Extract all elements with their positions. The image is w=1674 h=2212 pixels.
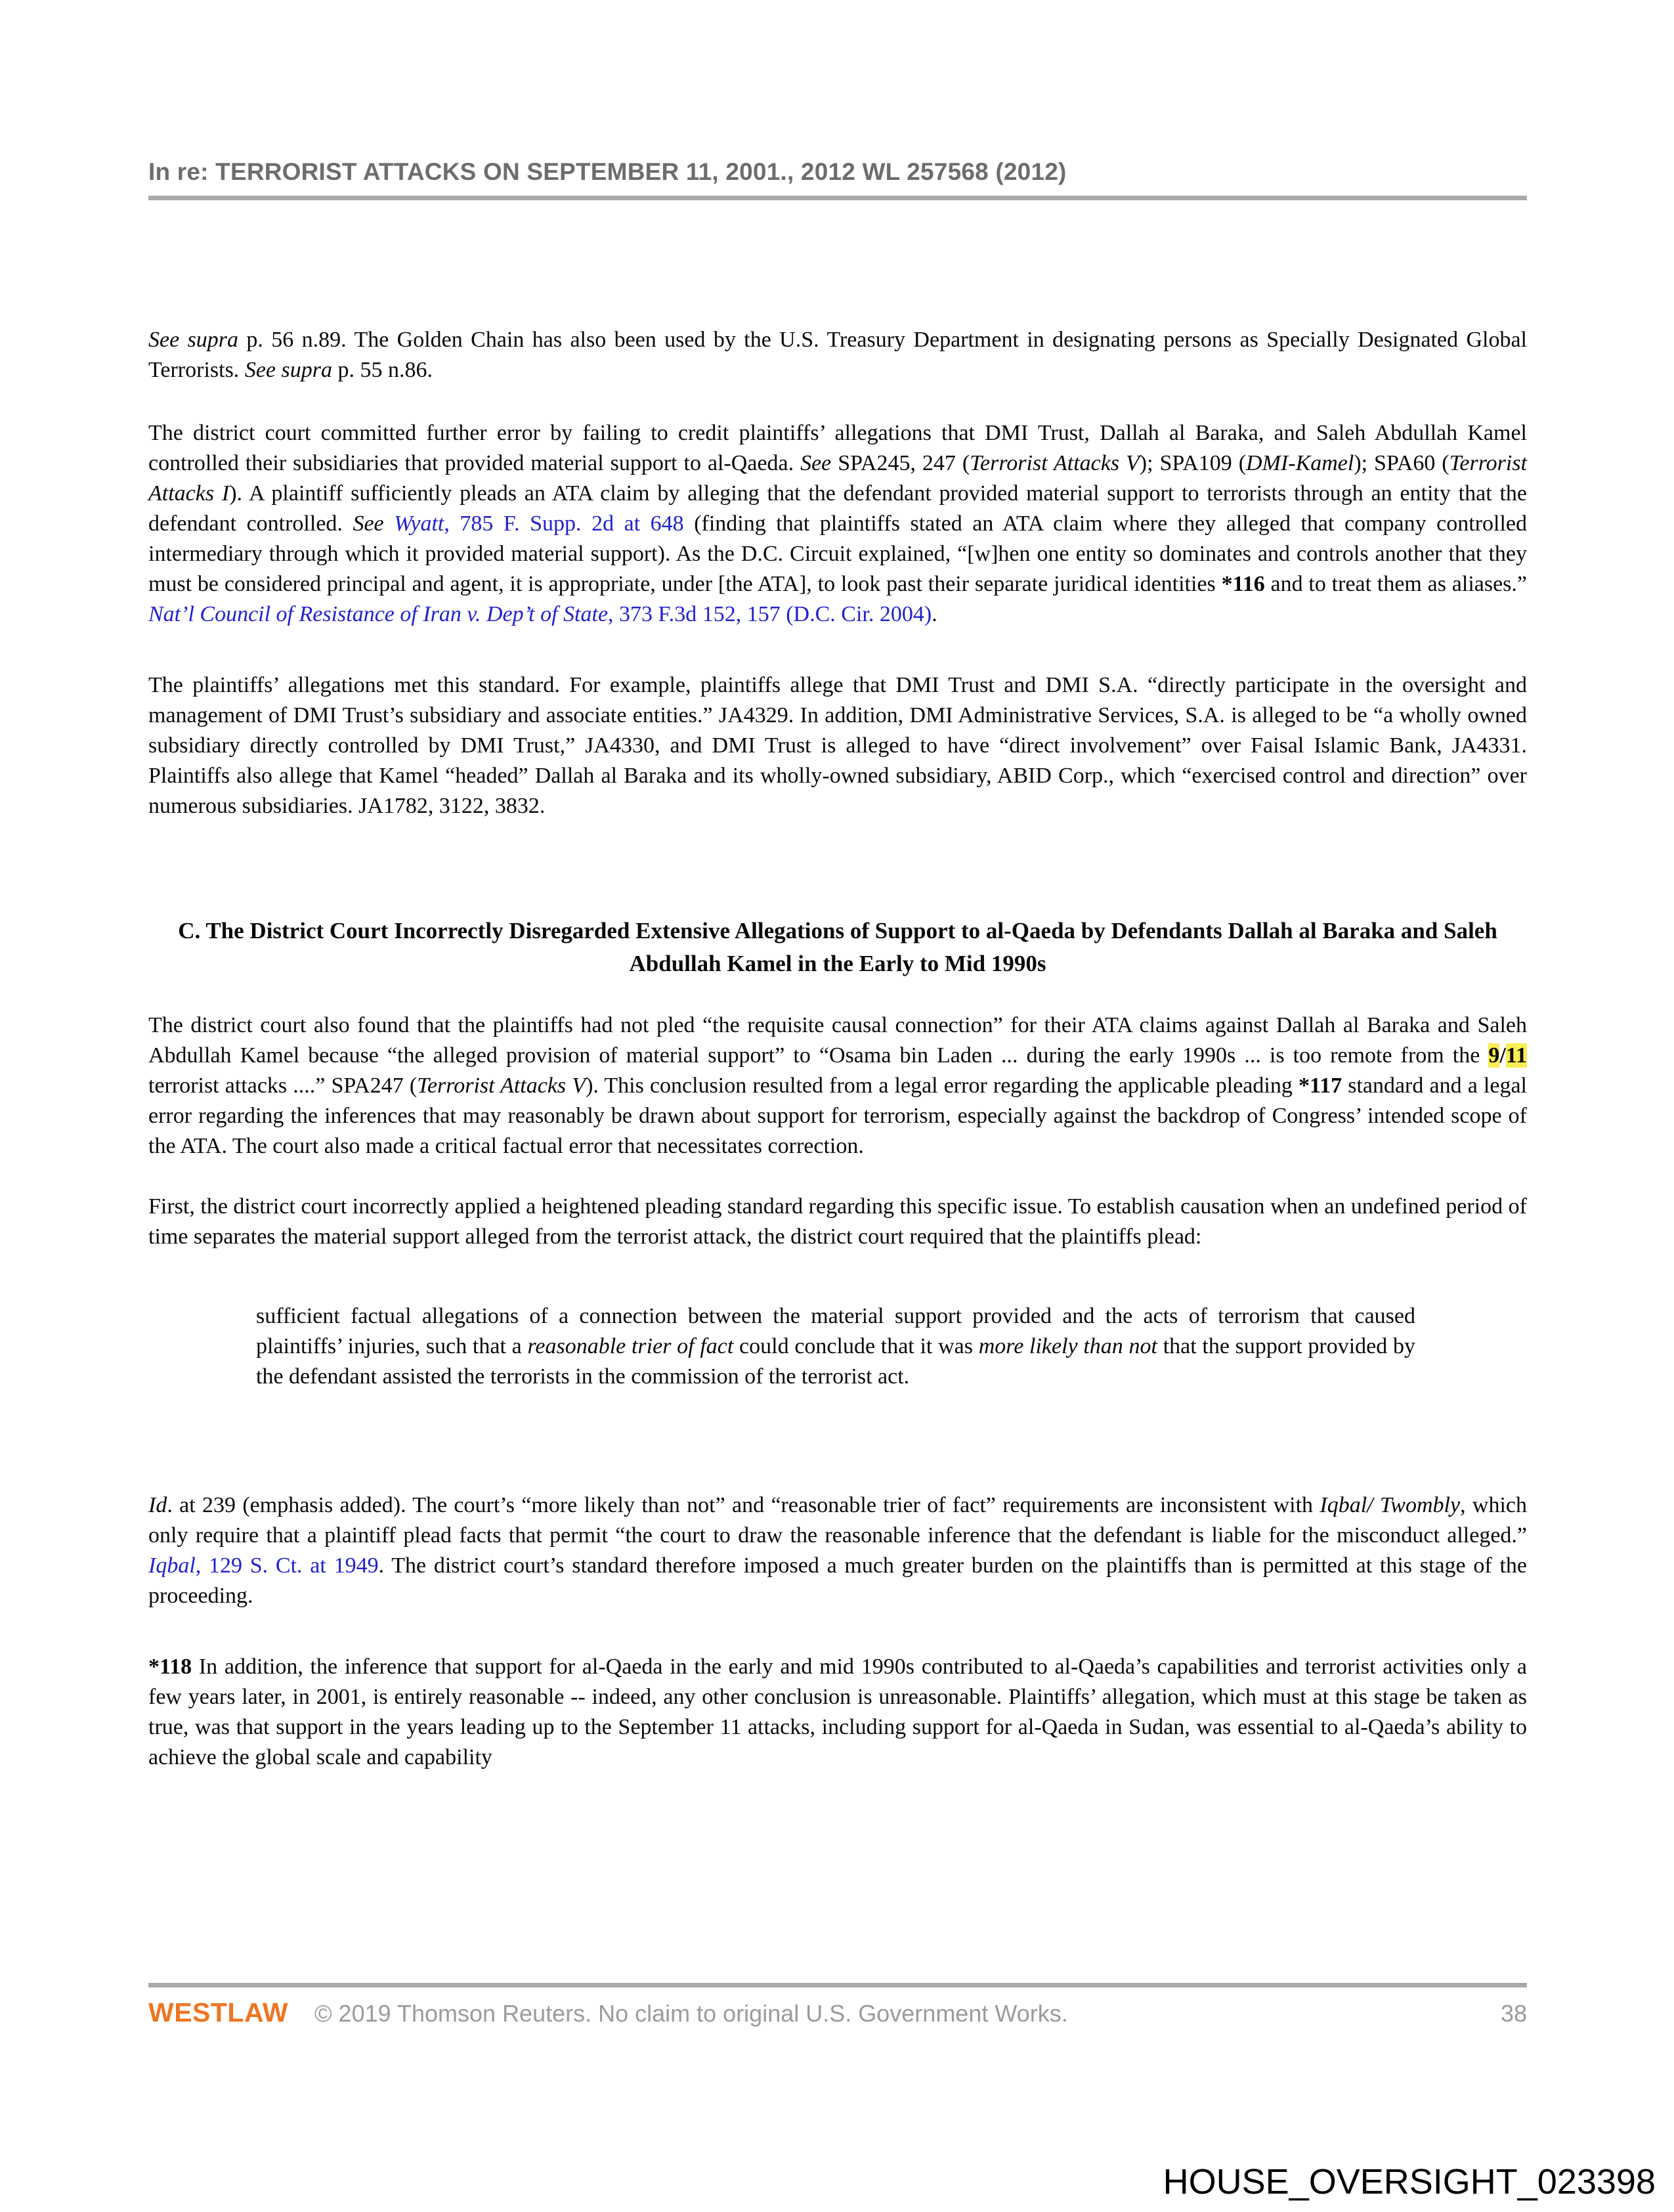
- paragraph: [148, 1192, 1527, 1252]
- text-run: , which only require that a plaintiff plead facts that permit “the court to draw the reasonable inference that the defendant is liable for the misconduct alleged.”: [148, 1493, 1527, 1548]
- case-citation: In re: TERRORIST ATTACKS ON SEPTEMBER 11, 2001., 2012 WL 257568 (2012): [148, 158, 1067, 185]
- page-footer: [148, 1997, 1527, 2028]
- text-run: DMI-Kamel: [1246, 451, 1354, 475]
- text-run: ). This conclusion resulted from a legal error regarding the applicable pleading: [586, 1073, 1298, 1098]
- text-run: p. 55 n.86.: [332, 358, 433, 382]
- text-run: and to treat them as aliases.”: [1264, 572, 1528, 596]
- text-run: Terrorist Attacks I: [148, 451, 1528, 506]
- star-page-reference: *117: [1298, 1073, 1342, 1098]
- paragraph: [148, 418, 1527, 630]
- paragraph: [148, 1010, 1527, 1161]
- text-run: See: [800, 451, 832, 475]
- text-run: .: [932, 602, 937, 626]
- paragraph: [148, 1490, 1527, 1611]
- text-run: The district court committed further error by failing to credit plaintiffs’ allegations that DMI Trust, Dallah al Baraka, and Saleh Abdullah Kamel controlled their subsidiaries that provided material support to al-Qaeda.: [148, 421, 1527, 475]
- text-run: sufficient factual allegations of a connection between the material support provided and the acts of terrorism that caused plaintiffs’ injuries, such that a: [256, 1304, 1415, 1358]
- text-run: (finding that plaintiffs stated an ATA claim where they alleged that company controlled intermediary through which it provided material support). As the D.C. Circuit explained, “[w]hen one entity so dominates and controls another that they must be considered principal and agent, it is appropriate, under [the ATA], to look past their separate juridical identities: [148, 511, 1528, 596]
- footer-divider: [148, 1983, 1527, 1987]
- footer-copyright: © 2019 Thomson Reuters. No claim to original U.S. Government Works.: [314, 2000, 1068, 2027]
- text-run: standard and a legal error regarding the inferences that may reasonably be drawn about support for terrorism, especially against the backdrop of Congress’ intended scope of the ATA. The court also made a critical factual error that necessitates correction.: [148, 1073, 1527, 1158]
- text-run: See supra: [148, 328, 239, 352]
- citation-link[interactable]: Wyatt: [394, 511, 444, 536]
- text-run: ); SPA60 (: [1354, 451, 1449, 475]
- text-run: ). A plaintiff sufficiently pleads an ATA claim by alleging that the defendant provided material support to terrorists through an entity that the defendant controlled.: [148, 481, 1527, 536]
- text-run: Terrorist Attacks V: [417, 1073, 586, 1098]
- star-page-reference: *118: [148, 1655, 192, 1679]
- text-run: See: [353, 511, 395, 536]
- citation-link[interactable]: , 373 F.3d 152, 157 (D.C. Cir. 2004): [608, 602, 932, 626]
- text-run: /: [1499, 1043, 1506, 1068]
- bates-stamp: HOUSE_OVERSIGHT_023398: [1163, 2162, 1656, 2201]
- text-run: The plaintiffs’ allegations met this standard. For example, plaintiffs allege that DMI Trust and DMI S.A. “directly participate in the oversight and management of DMI Trust’s subsidiary and associate entities.” JA4329. In addition, DMI Administrative Services, S.A. is alleged to be “a wholly owned subsidiary directly controlled by DMI Trust,” JA4330, and DMI Trust is alleged to have “direct involvement” over Faisal Islamic Bank, JA4331. Plaintiffs also allege that Kamel “headed” Dallah al Baraka and its wholly-owned subsidiary, ABID Corp., which “exercised control and direction” over numerous subsidiaries. JA1782, 3122, 3832.: [148, 673, 1527, 818]
- text-run: The district court also found that the plaintiffs had not pled “the requisite causal connection” for their ATA claims against Dallah al Baraka and Saleh Abdullah Kamel because “the alleged provision of material support” to “Osama bin Laden ... during the early 1990s ... is too remote from the: [148, 1013, 1527, 1068]
- text-run: terrorist attacks ....” SPA247 (: [148, 1073, 418, 1098]
- citation-link[interactable]: Iqbal: [148, 1553, 196, 1578]
- text-run: . at 239 (emphasis added). The court’s “more likely than not” and “reasonable trier of fact” requirements are inconsistent with: [167, 1493, 1320, 1517]
- section-heading: C. The District Court Incorrectly Disregarded Extensive Allegations of Support to al-Qaeda by Defendants Dallah al Baraka and Saleh Abdullah Kamel in the Early to Mid 1990s: [178, 918, 1497, 976]
- page-number: 38: [1500, 2000, 1527, 2027]
- block-quote: [256, 1301, 1415, 1392]
- paragraph: [148, 325, 1527, 385]
- paragraph: [148, 1652, 1527, 1773]
- text-run: . The district court’s standard therefore imposed a much greater burden on the plaintiffs than is permitted at this stage of the proceeding.: [148, 1553, 1527, 1608]
- text-run: Terrorist Attacks V: [970, 451, 1140, 475]
- text-run: See supra: [244, 358, 332, 382]
- citation-link[interactable]: , 129 S. Ct. at 1949: [195, 1553, 379, 1578]
- citation-link[interactable]: , 785 F. Supp. 2d at 648: [444, 511, 684, 536]
- text-run: SPA245, 247 (: [831, 451, 970, 475]
- document-body: [148, 325, 1527, 1773]
- text-run: First, the district court incorrectly applied a heightened pleading standard regarding this specific issue. To establish causation when an undefined period of time separates the material support alleged from the terrorist attack, the district court required that the plaintiffs plead:: [148, 1194, 1527, 1249]
- text-run: p. 56 n.89. The Golden Chain has also been used by the U.S. Treasury Department in designating persons as Specially Designated Global Terrorists.: [148, 328, 1527, 382]
- search-highlight: 11: [1505, 1043, 1527, 1068]
- citation-link[interactable]: Nat’l Council of Resistance of Iran v. Dep’t of State: [148, 602, 609, 626]
- westlaw-logo: WESTLAW: [148, 1997, 289, 2028]
- document-header: [148, 0, 1527, 185]
- text-run: ); SPA109 (: [1139, 451, 1247, 475]
- text-run: more likely than not: [978, 1334, 1157, 1358]
- paragraph: [148, 670, 1527, 821]
- text-run: could conclude that it was: [733, 1334, 979, 1358]
- text-run: Id: [148, 1493, 167, 1517]
- star-page-reference: *116: [1221, 572, 1265, 596]
- text-run: that the support provided by the defendant assisted the terrorists in the commission of the terrorist act.: [256, 1334, 1415, 1389]
- text-run: reasonable trier of fact: [527, 1334, 734, 1358]
- text-run: Iqbal/ Twombly: [1320, 1493, 1461, 1517]
- text-run: In addition, the inference that support for al-Qaeda in the early and mid 1990s contributed to al-Qaeda’s capabilities and terrorist activities only a few years later, in 2001, is entirely reasonable -- indeed, any other conclusion is unreasonable. Plaintiffs’ allegation, which must at this stage be taken as true, was that support in the years leading up to the September 11 attacks, including support for al-Qaeda in Sudan, was essential to al-Qaeda’s ability to achieve the global scale and capability: [148, 1655, 1527, 1769]
- header-divider: [148, 196, 1527, 200]
- search-highlight: 9: [1488, 1043, 1500, 1068]
